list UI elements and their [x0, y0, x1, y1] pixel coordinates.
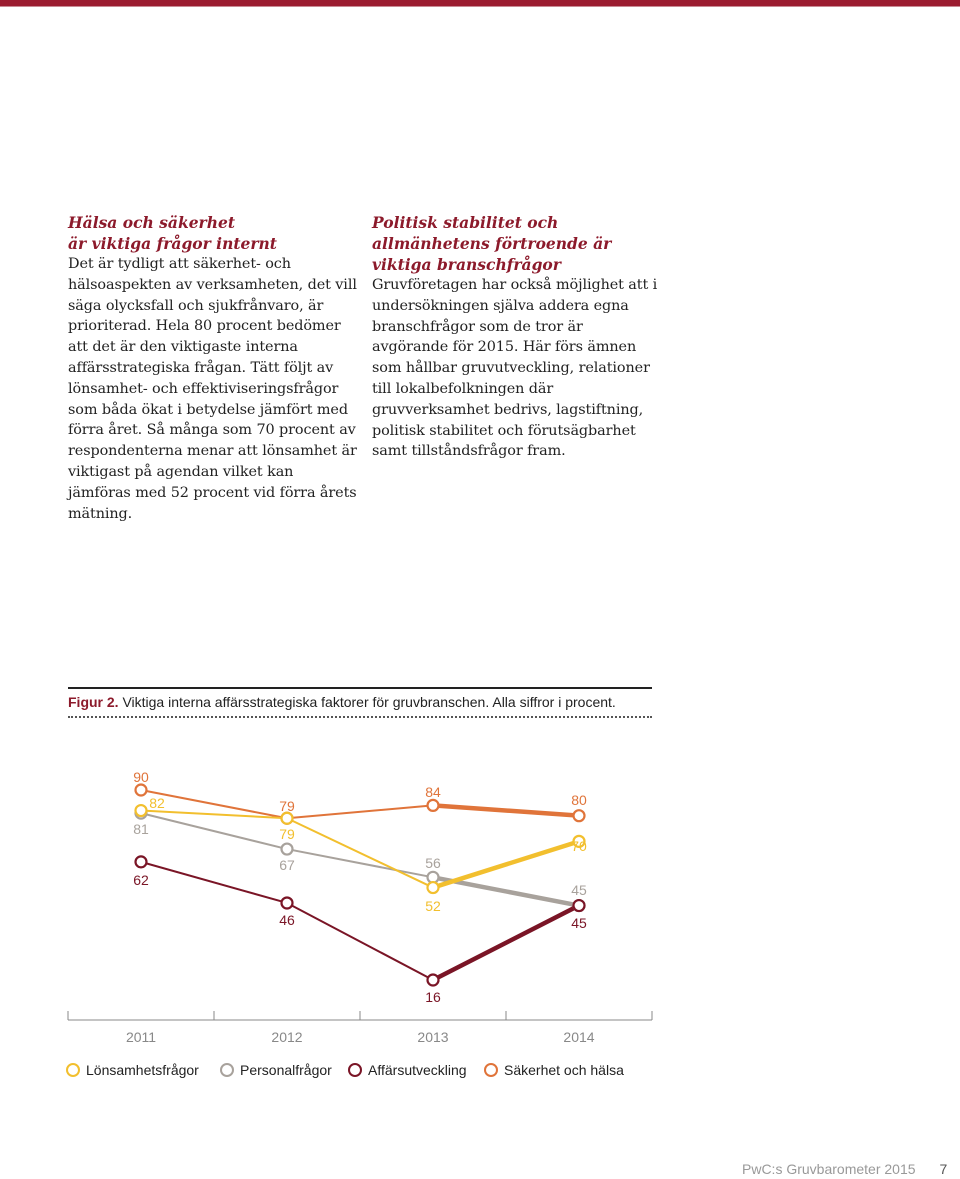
x-tick-label: 2012 — [271, 1029, 303, 1045]
data-label: 82 — [149, 795, 165, 811]
data-point — [574, 810, 585, 821]
data-label: 80 — [571, 792, 587, 808]
legend-label: Personalfrågor — [240, 1062, 332, 1078]
left-heading-line: Hälsa och säkerhet — [68, 213, 236, 232]
data-label: 62 — [133, 872, 149, 888]
data-label: 45 — [571, 915, 587, 931]
data-point — [282, 897, 293, 908]
data-point — [282, 844, 293, 855]
legend-swatch — [220, 1063, 234, 1077]
data-label: 16 — [425, 989, 441, 1005]
legend-swatch — [348, 1063, 362, 1077]
x-tick-label: 2014 — [563, 1029, 595, 1045]
data-label: 56 — [425, 855, 441, 871]
figure-caption-text: Viktiga interna affärsstrategiska faktorer för gruvbranschen. Alla siffror i procent. — [118, 694, 616, 710]
series-segment — [433, 805, 579, 815]
data-point — [136, 805, 147, 816]
series-segment — [433, 841, 579, 887]
right-body: Gruvföretagen har också möjlighet att i undersökningen själva addera egna branschfrågor som de tror är avgörande för 2015. Här förs ämnen som hållbar gruvutveckling, relationer till lokalbefolkningen där gruvverksamhet bedrivs, lagstiftning, politisk stabilitet och förutsägbarhet samt tillståndsfrågor fram. — [372, 277, 658, 460]
series-segment — [433, 906, 579, 980]
legend-item — [66, 1062, 199, 1078]
data-point — [136, 856, 147, 867]
right-heading-line: Politisk stabilitet och — [372, 213, 559, 232]
legend-swatch — [66, 1063, 80, 1077]
legend-label: Affärsutveckling — [368, 1062, 467, 1078]
data-label: 84 — [425, 784, 441, 800]
legend-item — [484, 1062, 624, 1078]
figure-label: Figur 2. — [68, 694, 119, 710]
legend-item — [348, 1062, 467, 1078]
left-heading-line: är viktiga frågor internt — [68, 234, 277, 253]
series-segment — [287, 805, 433, 818]
data-label: 79 — [279, 826, 295, 842]
data-label: 70 — [571, 838, 587, 854]
page-number: 7 — [939, 1161, 948, 1177]
data-label: 81 — [133, 821, 149, 837]
series-segment — [287, 903, 433, 980]
right-heading-line: allmänhetens förtroende är — [372, 234, 612, 253]
x-tick-label: 2013 — [417, 1029, 449, 1045]
x-tick-label: 2011 — [125, 1029, 157, 1045]
series-segment — [141, 813, 287, 849]
legend-swatch — [484, 1063, 498, 1077]
data-label: 45 — [571, 882, 587, 898]
footer-publication: PwC:s Gruvbarometer 2015 — [742, 1161, 916, 1177]
legend-item — [220, 1062, 332, 1078]
data-point — [428, 800, 439, 811]
data-point — [428, 882, 439, 893]
data-label: 79 — [279, 798, 295, 814]
data-point — [574, 900, 585, 911]
data-point — [282, 813, 293, 824]
legend-label: Lönsamhetsfrågor — [86, 1062, 199, 1078]
right-heading-line: viktiga branschfrågor — [372, 255, 561, 274]
legend-label: Säkerhet och hälsa — [504, 1062, 624, 1078]
data-label: 67 — [279, 857, 295, 873]
data-label: 52 — [425, 898, 441, 914]
data-point — [428, 975, 439, 986]
left-body: Det är tydligt att säkerhet- och hälsoaspekten av verksamheten, det vill säga olycksfall och sjukfrånvaro, är prioriterad. Hela 80 procent bedömer att det är den viktigaste interna affärsstrategiska frågan. Tätt följt av lönsamhet- och effektiviseringsfrågor som båda ökat i betydelse jämfört med förra året. Så många som 70 procent av respondenterna menar att lönsamhet är viktigast på agendan vilket kan jämföras med 52 procent vid förra årets mätning. — [68, 256, 357, 522]
data-point — [136, 785, 147, 796]
data-label: 90 — [133, 769, 149, 785]
data-label: 46 — [279, 912, 295, 928]
series-segment — [141, 862, 287, 903]
page-footer — [742, 1161, 947, 1177]
